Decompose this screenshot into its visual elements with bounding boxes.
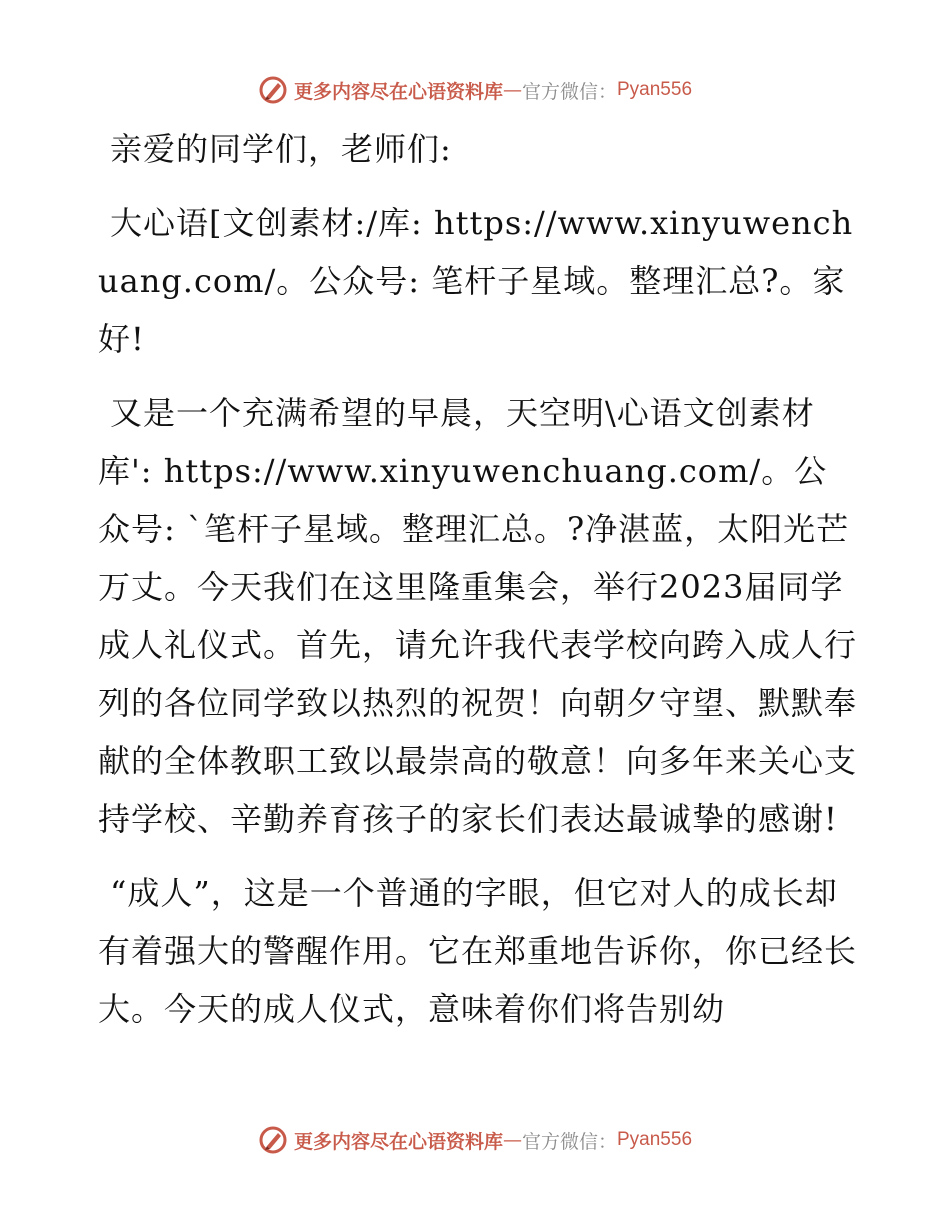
watermark-site-text: 更多内容尽在心语资料库	[293, 1130, 503, 1153]
watermark-site-text: 更多内容尽在心语资料库	[293, 80, 503, 103]
header-watermark	[0, 70, 950, 110]
paragraph-3: “成人”，这是一个普通的字眼，但它对人的成长却有着强大的警醒作用。它在郑重地告诉你，你已经长大。今天的成人仪式，意味着你们将告别幼	[98, 874, 858, 1028]
paragraph-2: 又是一个充满希望的早晨，天空明\心语文创素材库': https://www.xinyuwenchuang.com/。公众号: `笔杆子星域。整理汇总。?净湛蓝，太阳光芒万丈。今天我们在这里隆重集会，举行2023届同学成人礼仪式。首先，请允许我代表学校向跨入成人行列的各位同学致以热烈的祝贺！向朝夕守望、默默奉献的全体教职工致以最崇高的敬意！向多年来关心支持学校、辛勤养育孩子的家长们表达最诚挚的感谢!	[98, 394, 858, 838]
footer-watermark	[0, 1120, 950, 1160]
watermark-wechat-id: Pyan556	[617, 79, 693, 100]
pen-logo-icon	[258, 75, 288, 105]
greeting-paragraph: 亲爱的同学们，老师们:	[110, 130, 452, 168]
paragraph-1: 大心语[文创素材:/库: https://www.xinyuwenchuang.com/。公众号: 笔杆子星域。整理汇总?。家好!	[98, 204, 854, 358]
watermark-wechat-id: Pyan556	[617, 1129, 693, 1150]
watermark-dash: —	[502, 1129, 522, 1151]
watermark-dash: —	[502, 79, 522, 101]
watermark-wechat-label: 官方微信：	[521, 1130, 617, 1153]
pen-logo-icon	[258, 1125, 288, 1155]
watermark-wechat-label: 官方微信：	[521, 80, 617, 103]
document-body	[98, 120, 858, 1054]
